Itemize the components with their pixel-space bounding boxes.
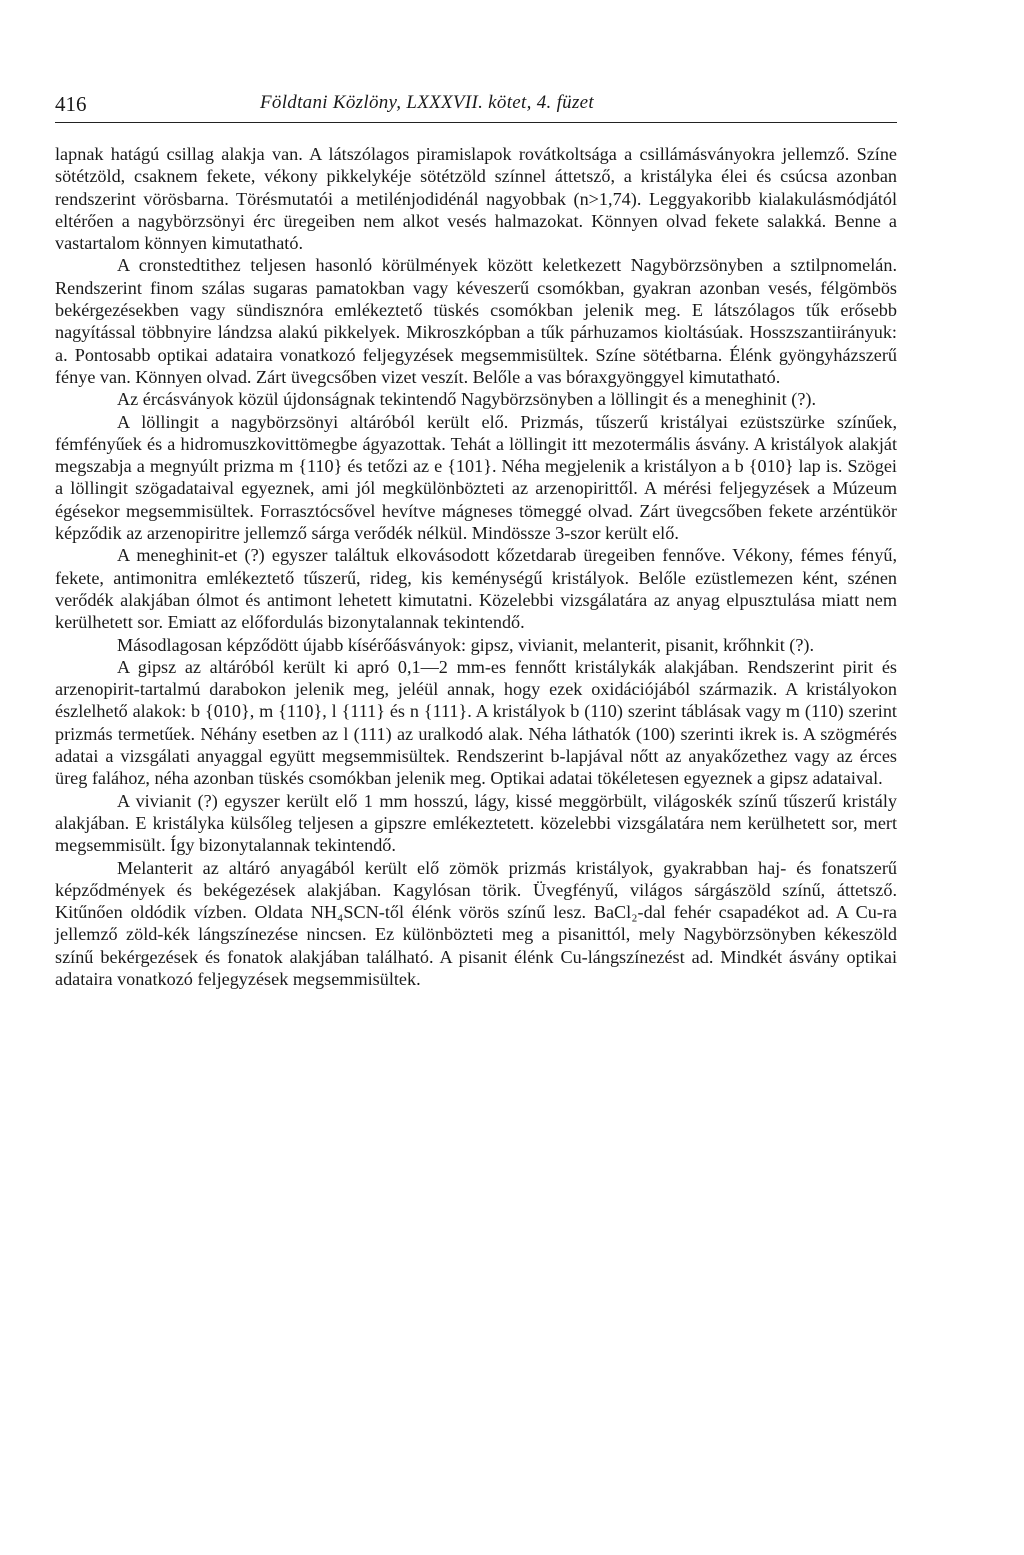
paragraph: A vivianit (?) egyszer került elő 1 mm hosszú, lágy, kissé meggörbült, világoskék színű tűszerű kristály alakjában. E kristályka külsőleg teljesen a gipszre emlékeztetett. közelebbi vizsgálatára nem kerülhetett sor, mert megsemmisült. Így bizonytalannak tekintendő. [55,790,897,856]
page-header [55,88,897,123]
document-page [55,88,897,990]
paragraph: A löllingit a nagybörzsönyi altáróból került elő. Prizmás, tűszerű kristályai ezüstszürke színűek, fémfényűek és a hidromuszkovittömegbe ágyazottak. Tehát a löllingit itt mezotermális ásvány. A kristályok alakját megszabja a megnyúlt prizma m {110} és tetőzi az e {101}. Néha megjelenik a kristályon a b {010} lap is. Szögei a löllingit szögadataival egyeznek, ami jól megkülönbözteti az arzenopirittől. A mérési feljegyzések a Múzeum égésekor megsemmisültek. Forrasztócsővel hevítve mágneses tömeggé olvad. Zárt üvegcsőben fekete arzéntükör képződik az arzenopiritre jellemző sárga verődék nélkül. Mindössze 3-szor került elő. [55,411,897,544]
paragraph: lapnak hatágú csillag alakja van. A látszólagos piramislapok rovátkoltsága a csillámásványokra jellemző. Színe sötétzöld, csaknem fekete, vékony pikkelykéje sötétzöld színnel áttetsző, a kristályka élei és csúcsa azonban rendszerint vörösbarna. Törésmutatói a metilénjodidénál nagyobbak (n>1,74). Leggyakoribb kialakulásmódjától eltérően a nagybörzsönyi érc üregeiben nem alkot vesés halmazokat. Könnyen olvad fekete salakká. Benne a vastartalom könnyen kimutatható. [55,144,897,254]
page-number: 416 [55,92,87,116]
paragraph: Az ércásványok közül újdonságnak tekintendő Nagybörzsönyben a löllingit és a meneghinit (?). [117,389,817,410]
paragraph: A gipsz az altáróból került ki apró 0,1—2 mm-es fennőtt kristálykák alakjában. Rendszerint pirit és arzenopirit-tartalmú darabokon jelenik meg, jeléül annak, hogy ezek oxidációjából származik. A kristályokon észlelhető alakok: b {010}, m {110}, l {111} és n {111}. A kristályok b (110) szerint táblásak vagy m (110) szerint prizmás termetűek. Néhány esetben az l (111) az uralkodó alak. Néha láthatók (100) szerinti ikrek is. A szögmérés adatai a vizsgálati anyaggal együtt megsemmisültek. Rendszerint b-lapjával nőtt az anyakőzethez vagy az érces üreg falához, néha azonban tüskés csomókban jelenik meg. Optikai adatai tökéletesen egyeznek a gipsz adataival. [55,656,897,789]
running-title: Földtani Közlöny, LXXXVII. kötet, 4. füzet [260,92,594,113]
body-text [55,143,897,990]
paragraph: Másodlagosan képződött újabb kísérőásványok: gipsz, vivianit, melanterit, pisanit, krőhnkit (?). [117,634,815,655]
paragraph: Melanterit az altáró anyagából került elő zömök prizmás kristályok, gyakrabban haj- és fonatszerű képződmények és bekégezések alakjában. Kagylósan törik. Üvegfényű, világos sárgászöld színű, áttetsző. Kitűnően oldódik vízben. Oldata NH₄SCN-től élénk vörös színű lesz. BaCl₂-dal fehér csapadékot ad. A Cu-ra jellemző zöld-kék lángszínezése nincsen. Ez különbözteti meg a pisanittól, mely Nagybörzsönyben kékeszöld színű bekérgezések és fonatok alakjában található. A pisanit élénk Cu-lángszínezést ad. Mindkét ásvány optikai adataira vonatkozó feljegyzések megsemmisültek. [55,857,897,989]
paragraph: A meneghinit-et (?) egyszer találtuk elkovásodott kőzetdarab üregeiben fennőve. Vékony, fémes fényű, fekete, antimonitra emlékeztető tűszerű, rideg, kis keménységű kristályok. Belőle ezüstlemezen ként, szénen verődék alakjában ólmot és antimont lehetett kimutatni. Közelebbi vizsgálatára az anyag elpusztulása miatt nem kerülhetett sor. Emiatt az előfordulás bizonytalannak tekintendő. [55,545,897,633]
paragraph: A cronstedtithez teljesen hasonló körülmények között keletkezett Nagybörzsönyben a sztilpnomelán. Rendszerint finom szálas sugaras pamatokban vagy kéveszerű csomókban, gyakran azonban vesés, félgömbös bekérgezésekben vagy sündisznóra emlékeztető tüskés csomókban jelenik meg. E látszólagos tűk erősebb nagyítással többnyire lándzsa alakú pikkelyek. Mikroszkópban a tűk párhuzamos kioltásúak. Hosszszantiirányuk: a. Pontosabb optikai adataira vonatkozó feljegyzések megsemmisültek. Színe sötétbarna. Élénk gyöngyházszerű fénye van. Könnyen olvad. Zárt üvegcsőben vizet veszít. Belőle a vas bóraxgyönggyel kimutatható. [55,255,897,387]
